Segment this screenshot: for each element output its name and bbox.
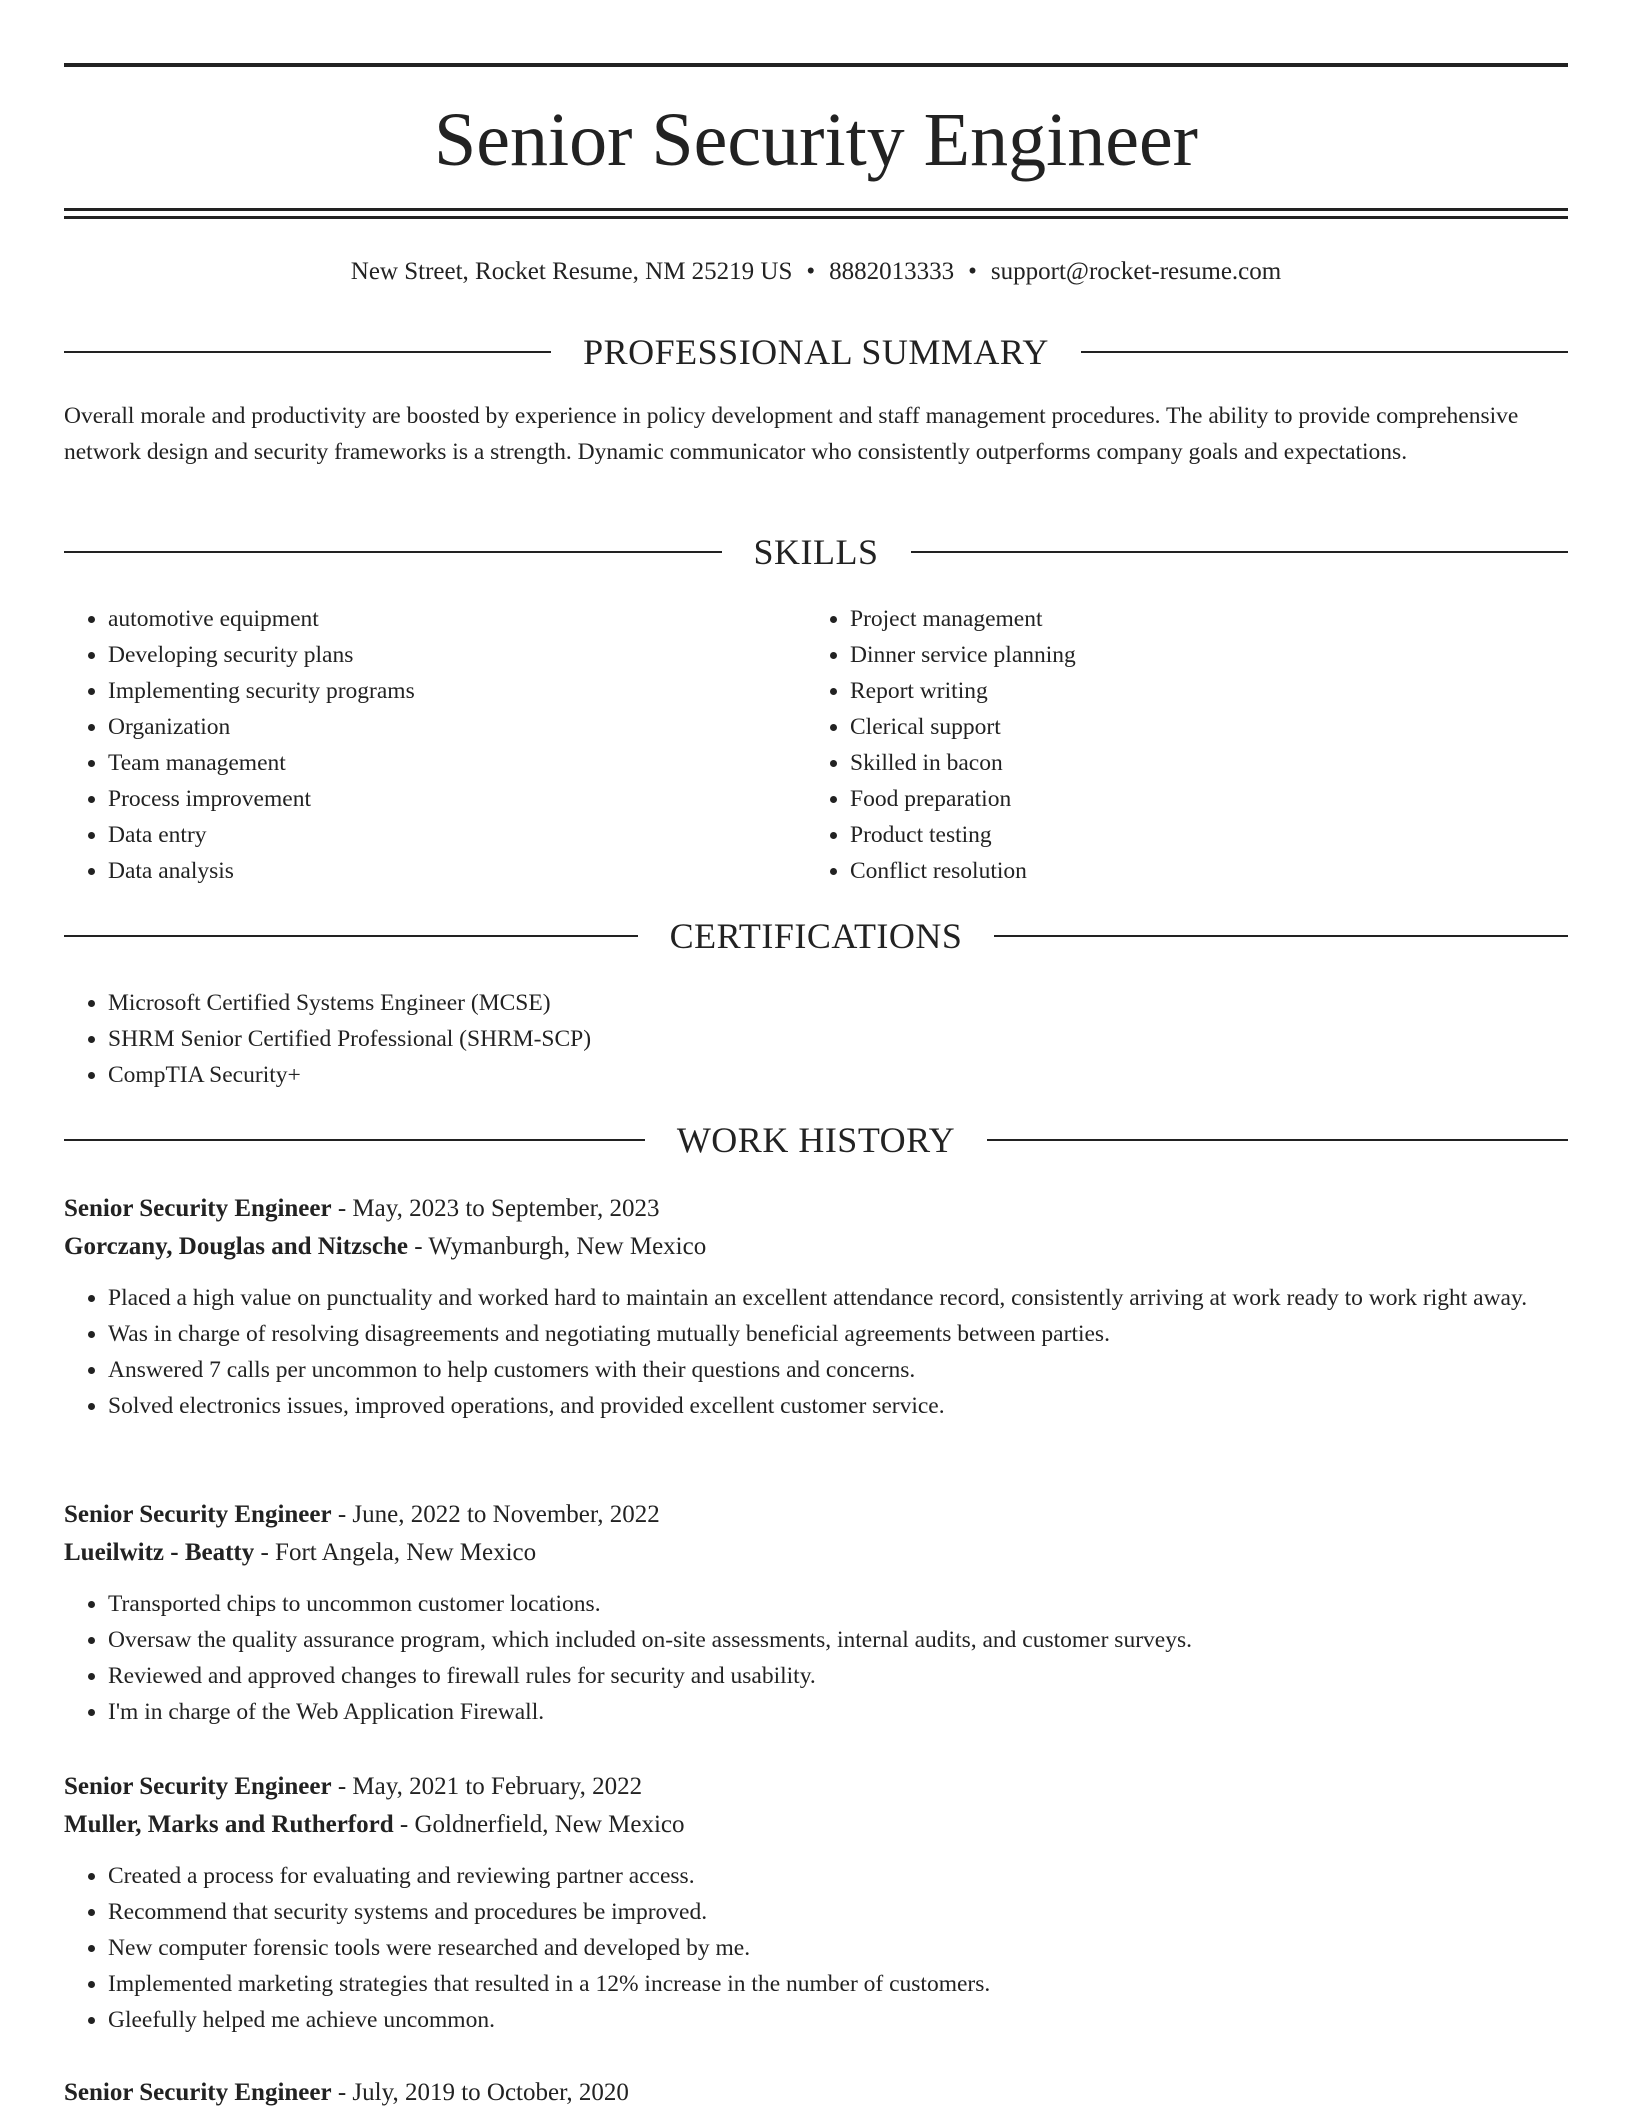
job-bullet: • Recommend that security systems and procedures be improved.	[108, 1894, 1568, 1930]
skill-item: • Clerical support	[850, 709, 1506, 745]
job-title-line	[64, 1190, 1568, 1228]
heading-rule-left	[64, 935, 638, 937]
skill-item: • Skilled in bacon	[850, 745, 1506, 781]
skill-item: • Developing security plans	[108, 637, 764, 673]
job-bullet: • Oversaw the quality assurance program, which included on-site assessments, internal audits, and customer surveys.	[108, 1622, 1568, 1658]
heading-rule-right	[994, 935, 1568, 937]
skill-item: • Team management	[108, 745, 764, 781]
job-entry	[64, 1496, 1568, 1730]
job-entry	[64, 1768, 1568, 2038]
header-double-rule-lower	[64, 216, 1568, 219]
skill-item: • Data entry	[108, 817, 764, 853]
certification-item: • SHRM Senior Certified Professional (SHRM-SCP)	[108, 1021, 1568, 1057]
skill-item: • Data analysis	[108, 853, 764, 889]
section-heading-certifications	[64, 914, 1568, 958]
skill-item: • automotive equipment	[108, 601, 764, 637]
heading-rule-right	[987, 1139, 1568, 1141]
section-title: SKILLS	[753, 532, 879, 572]
heading-rule-left	[64, 1139, 645, 1141]
section-title: CERTIFICATIONS	[669, 916, 963, 956]
job-bullet: • Gleefully helped me achieve uncommon.	[108, 2002, 1568, 2038]
skill-item: • Food preparation	[850, 781, 1506, 817]
skill-item: • Process improvement	[108, 781, 764, 817]
section-heading-work-history	[64, 1118, 1568, 1162]
job-bullets	[64, 1280, 1568, 1424]
job-bullet: • Reviewed and approved changes to firewall rules for security and usability.	[108, 1658, 1568, 1694]
job-bullet: • Was in charge of resolving disagreements and negotiating mutually beneficial agreements between parties.	[108, 1316, 1568, 1352]
job-bullet: • Placed a high value on punctuality and worked hard to maintain an excellent attendance record, consistently arriving at work ready to work right away.	[108, 1280, 1568, 1316]
job-location: - Goldnerfield, New Mexico	[393, 1811, 685, 1838]
job-company-line	[64, 1806, 1568, 1844]
job-bullet: • Created a process for evaluating and reviewing partner access.	[108, 1858, 1568, 1894]
job-bullets	[64, 1586, 1568, 1730]
contact-address: New Street, Rocket Resume, NM 25219 US	[350, 258, 793, 285]
section-title: PROFESSIONAL SUMMARY	[583, 332, 1049, 372]
job-company: Gorczany, Douglas and Nitzsche	[64, 1233, 408, 1260]
heading-rule-left	[64, 351, 551, 353]
skills-list-left	[64, 601, 764, 889]
job-bullets	[64, 1858, 1568, 2038]
heading-rule-right	[911, 551, 1569, 553]
job-dates: - June, 2022 to November, 2022	[331, 1501, 660, 1528]
certification-item: • Microsoft Certified Systems Engineer (MCSE)	[108, 985, 1568, 1021]
contact-separator: •	[968, 258, 977, 285]
skill-item: • Report writing	[850, 673, 1506, 709]
contact-separator: •	[806, 258, 816, 285]
skill-item: • Implementing security programs	[108, 673, 764, 709]
header-double-rule-upper	[64, 208, 1568, 211]
job-company-line	[64, 1534, 1568, 1572]
skill-item: • Conflict resolution	[850, 853, 1506, 889]
job-title: Senior Security Engineer	[64, 1501, 332, 1528]
header-top-rule	[64, 63, 1568, 67]
skills-column-left	[64, 601, 764, 889]
skill-item: • Organization	[108, 709, 764, 745]
job-bullet: • Implemented marketing strategies that resulted in a 12% increase in the number of customers.	[108, 1966, 1568, 2002]
job-title-line	[64, 1768, 1568, 1806]
job-bullet: • Answered 7 calls per uncommon to help customers with their questions and concerns.	[108, 1352, 1568, 1388]
job-entry	[64, 2074, 1568, 2112]
skill-item: • Product testing	[850, 817, 1506, 853]
heading-rule-left	[64, 551, 722, 553]
job-title: Senior Security Engineer	[64, 1195, 332, 1222]
skill-item: • Dinner service planning	[850, 637, 1506, 673]
job-company: Lueilwitz - Beatty	[64, 1539, 255, 1566]
job-location: - Fort Angela, New Mexico	[254, 1539, 537, 1566]
job-bullet: • Solved electronics issues, improved operations, and provided excellent customer service.	[108, 1388, 1568, 1424]
contact-phone: 8882013333	[829, 258, 955, 285]
skill-item: • Project management	[850, 601, 1506, 637]
skills-list-right	[806, 601, 1506, 889]
job-company: Muller, Marks and Rutherford	[64, 1811, 394, 1838]
section-heading-summary	[64, 330, 1568, 374]
job-title: Senior Security Engineer	[64, 1773, 332, 1800]
contact-line	[64, 254, 1568, 290]
job-dates: - July, 2019 to October, 2020	[331, 2079, 629, 2106]
contact-email: support@rocket-resume.com	[990, 258, 1282, 285]
job-dates: - May, 2021 to February, 2022	[331, 1773, 643, 1800]
job-title: Senior Security Engineer	[64, 2079, 332, 2106]
skills-column-right	[806, 601, 1506, 889]
job-bullet: • Transported chips to uncommon customer locations.	[108, 1586, 1568, 1622]
job-title-line	[64, 1496, 1568, 1534]
job-company-line	[64, 1228, 1568, 1266]
section-title: WORK HISTORY	[676, 1120, 956, 1160]
job-entry	[64, 1190, 1568, 1424]
resume-title: Senior Security Engineer	[433, 98, 1198, 182]
summary-text: Overall morale and productivity are boosted by experience in policy development and staff management procedures. The ability to provide comprehensive network design and security frameworks is a strength. Dynamic communicator who consistently outperforms company goals and expectations.	[64, 403, 1519, 465]
section-heading-skills	[64, 530, 1568, 574]
job-dates: - May, 2023 to September, 2023	[331, 1195, 660, 1222]
job-location: - Wymanburgh, New Mexico	[408, 1233, 707, 1260]
certifications-list	[64, 985, 1568, 1093]
job-title-line	[64, 2074, 1568, 2112]
heading-rule-right	[1081, 351, 1568, 353]
certification-item: • CompTIA Security+	[108, 1057, 1568, 1093]
job-bullet: • I'm in charge of the Web Application Firewall.	[108, 1694, 1568, 1730]
certifications-block	[64, 985, 1568, 1093]
job-bullet: • New computer forensic tools were researched and developed by me.	[108, 1930, 1568, 1966]
